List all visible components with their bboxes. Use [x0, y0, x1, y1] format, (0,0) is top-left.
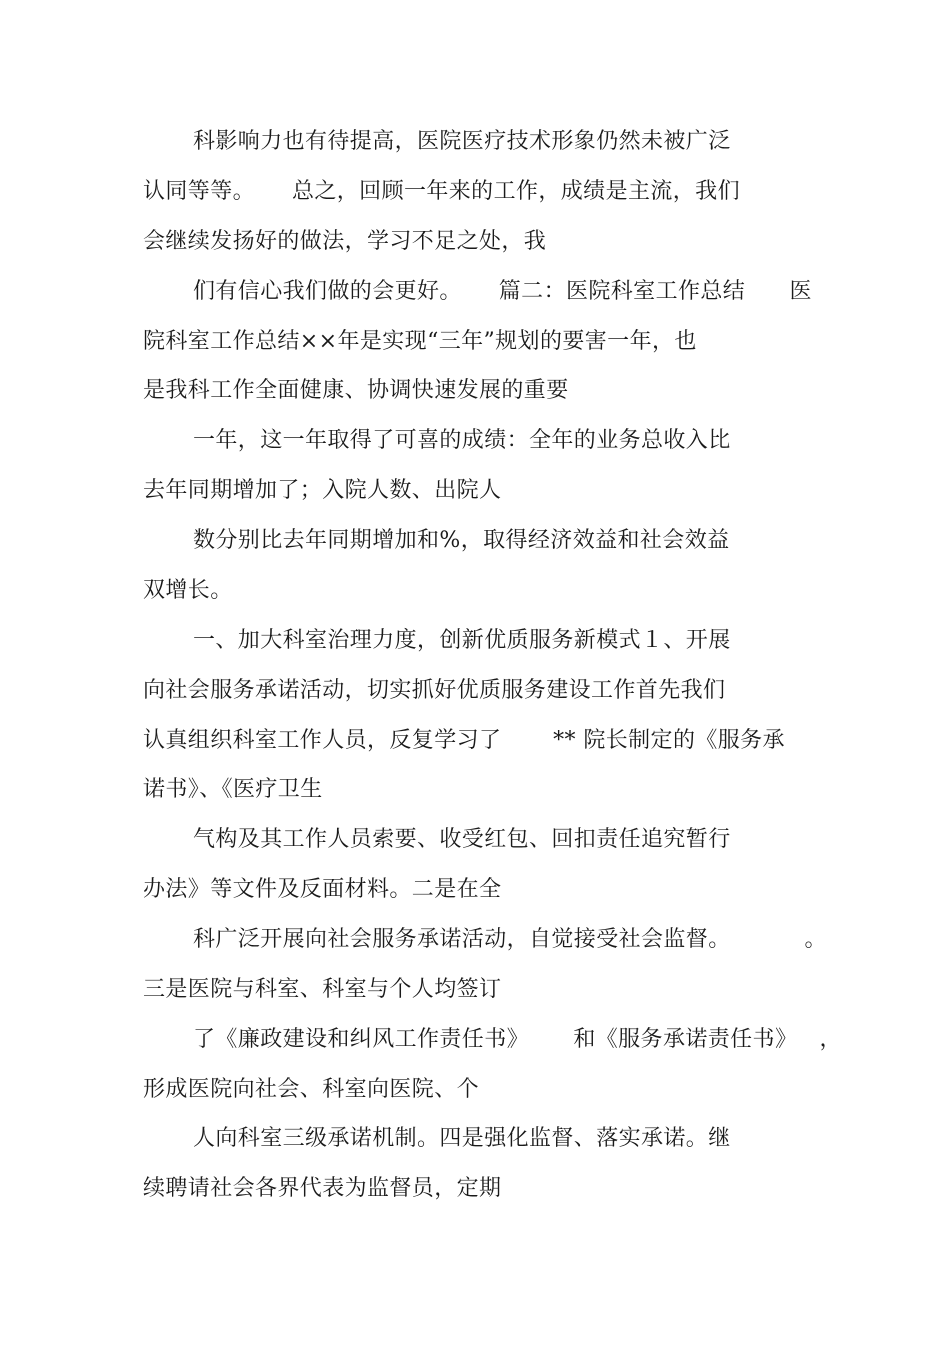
text-line: 院科室工作总结××年是实现“三年”规划的要害一年，也	[143, 329, 697, 354]
text-line: 是我科工作全面健康、协调快速发展的重要	[143, 378, 569, 403]
text-line: 三是医院与科室、科室与个人均签订	[143, 977, 502, 1002]
text-line: 续聘请社会各界代表为监督员，定期	[143, 1176, 502, 1201]
text-line: 诺书》、《医疗卫生	[143, 777, 323, 802]
text-line: 认同等等。 总之，回顾一年来的工作，成绩是主流，我们	[143, 179, 740, 204]
text-line: 气构及其工作人员索要、收受红包、回扣责任追究暂行	[193, 827, 731, 852]
text-line: 数分别比去年同期增加和%，取得经济效益和社会效益	[193, 528, 730, 553]
text-line: 会继续发扬好的做法，学习不足之处，我	[143, 229, 547, 254]
text-line: 了《廉政建设和纠风工作责任书》 和《服务承诺责任书》 ，	[193, 1027, 842, 1052]
text-line: 办法》等文件及反面材料。二是在全	[143, 877, 502, 902]
text-line: 双增长。	[143, 578, 233, 603]
text-line: 去年同期增加了；入院人数、出院人	[143, 478, 502, 503]
text-line: 人向科室三级承诺机制。四是强化监督、落实承诺。继	[193, 1126, 731, 1151]
text-line: 科广泛开展向社会服务承诺活动，自觉接受社会监督。 。	[193, 927, 827, 952]
text-line: 向社会服务承诺活动，切实抓好优质服务建设工作首先我们	[143, 678, 726, 703]
text-line: 形成医院向社会、科室向医院、个	[143, 1077, 480, 1102]
text-line: 一、加大科室治理力度，创新优质服务新模式１、开展	[193, 628, 731, 653]
text-line: 认真组织科室工作人员，反复学习了 ** 院长制定的《服务承	[143, 728, 785, 753]
text-line: 一年，这一年取得了可喜的成绩：全年的业务总收入比	[193, 428, 731, 453]
text-line: 科影响力也有待提高，医院医疗技术形象仍然未被广泛	[193, 129, 731, 154]
text-line: 们有信心我们做的会更好。 篇二：医院科室工作总结 医	[193, 279, 812, 304]
